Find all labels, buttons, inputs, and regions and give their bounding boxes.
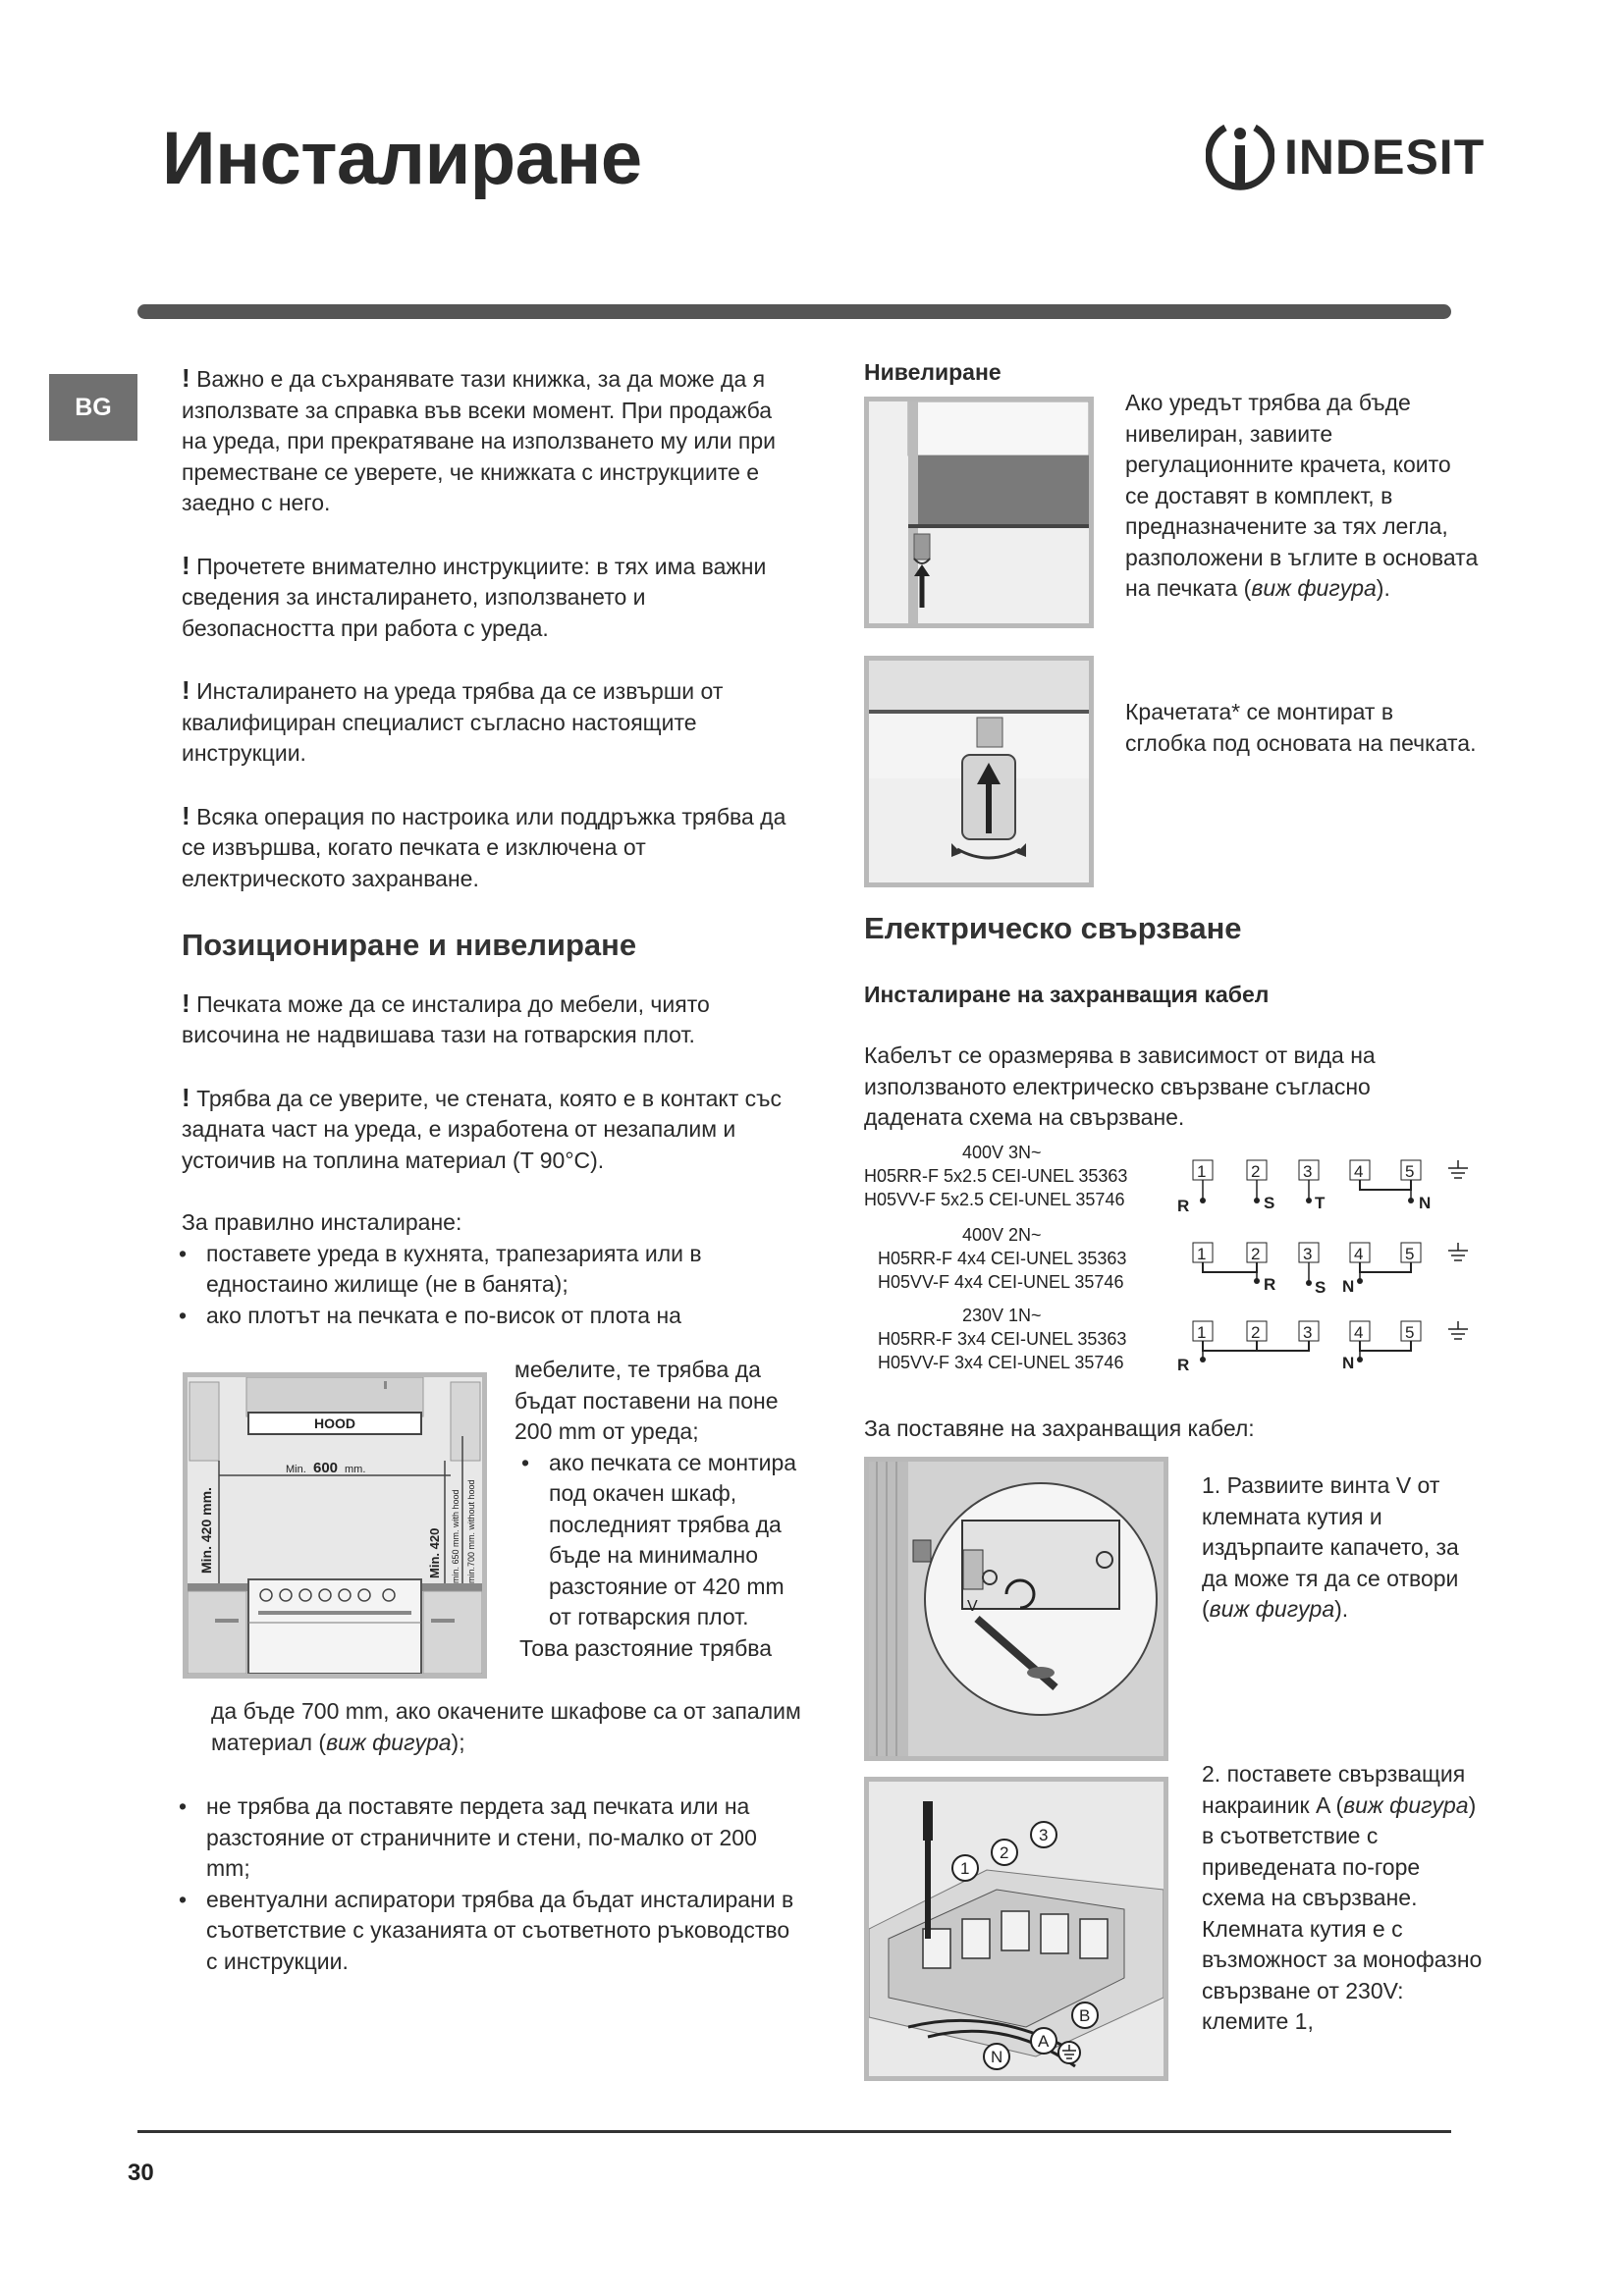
wiring-cable-2: H05VV-F 4x4 CEI-UNEL 35746 bbox=[878, 1272, 1124, 1292]
connector-label: N bbox=[991, 2048, 1003, 2066]
connector-label: 1 bbox=[960, 1859, 970, 1878]
wiring-cable-2: H05VV-F 5x2.5 CEI-UNEL 35746 bbox=[864, 1190, 1125, 1209]
left-column-bullets bbox=[177, 1791, 805, 1977]
warning-mark: ! bbox=[182, 988, 190, 1018]
step1-block bbox=[1202, 1470, 1487, 1626]
wiring-table bbox=[864, 1141, 1159, 1382]
terminal-box-figure bbox=[864, 1457, 1168, 1761]
step1-paragraph bbox=[1202, 1470, 1487, 1626]
sub-bullet-continuation-a: Това разстояние трябва bbox=[519, 1634, 772, 1661]
terminal-number: 5 bbox=[1405, 1162, 1415, 1181]
cable-paragraph-block bbox=[864, 1041, 1453, 1134]
figure-reference: виж фигура bbox=[326, 1729, 452, 1755]
left-column bbox=[182, 363, 790, 1331]
connector-label: A bbox=[1038, 2032, 1050, 2051]
screw-v-label: V bbox=[967, 1598, 978, 1615]
terminal-number: 4 bbox=[1354, 1245, 1364, 1263]
connector-label: B bbox=[1079, 2006, 1091, 2025]
terminal-row-2phase bbox=[1193, 1243, 1468, 1297]
wiring-row bbox=[864, 1221, 1159, 1304]
terminal-number: 1 bbox=[1197, 1162, 1207, 1181]
figure-reference: виж фигура bbox=[1343, 1791, 1469, 1818]
warning-mark: ! bbox=[182, 675, 190, 705]
brand-logo bbox=[1206, 120, 1485, 194]
terminal-number: 3 bbox=[1303, 1323, 1313, 1342]
paragraph-text: Печката може да се инсталира до мебели, чиято височина не надвишава тази на готварския плот. bbox=[182, 990, 710, 1047]
hood-distance-figure bbox=[183, 1372, 487, 1679]
paragraph-read-instructions bbox=[182, 551, 790, 645]
cable-paragraph: Кабелът се оразмерява в зависимост от вида на използваното електрическо свързване съгласно дадената схема на свързване. bbox=[864, 1042, 1376, 1130]
terminal-number: 5 bbox=[1405, 1245, 1415, 1263]
phase-label: N bbox=[1342, 1277, 1355, 1296]
wiring-voltage: 400V 2N~ bbox=[962, 1225, 1042, 1245]
step2-paragraph bbox=[1202, 1759, 1487, 2038]
terminal-number: 5 bbox=[1405, 1323, 1415, 1342]
paragraph-qualified-installer bbox=[182, 675, 790, 770]
warning-mark: ! bbox=[182, 800, 190, 830]
wiring-voltage: 400V 3N~ bbox=[962, 1143, 1042, 1162]
leveling-figure-top bbox=[864, 397, 1094, 628]
no-hood-dimension-label: min.700 mm. without hood bbox=[466, 1479, 476, 1583]
terminal-number: 2 bbox=[1251, 1245, 1261, 1263]
paragraph-text: Инсталирането на уреда трябва да се извърши от квалифициран специалист съгласно настоящите инструкции. bbox=[182, 678, 724, 766]
bullet-hob-height-continuation: мебелите, те трябва да бъдат поставени на поне 200 mm от уреда; bbox=[514, 1357, 779, 1444]
bullet-hoods: • евентуални аспиратори трябва да бъдат инсталирани в съответствие с указанията от съответното ръководство с инструкции. bbox=[177, 1885, 805, 1978]
text-span: 2. поставете свързващия накраиник A ( bbox=[1202, 1761, 1466, 1818]
phase-label: R bbox=[1177, 1356, 1190, 1374]
phase-label: S bbox=[1264, 1194, 1275, 1212]
connector-label: 2 bbox=[1000, 1843, 1009, 1862]
connector-label: 3 bbox=[1039, 1826, 1049, 1844]
terminal-number: 4 bbox=[1354, 1323, 1364, 1342]
leveling-text-2 bbox=[1125, 697, 1479, 759]
sub-bullet-continuation-b bbox=[211, 1696, 820, 1758]
hood-side-text bbox=[514, 1355, 809, 1664]
wiring-cable-1: H05RR-F 5x2.5 CEI-UNEL 35363 bbox=[864, 1166, 1128, 1186]
text-span: Ако уредът трябва да бъде нивелиран, завиите регулационните крачета, които се доставят в комплект, в предназначените за тях легла, разположени в ъглите в основата на печката ( bbox=[1125, 390, 1479, 601]
bullet-room: • поставете уреда в кухнята, трапезарията или в едностаино жилище (не в банята); bbox=[177, 1239, 790, 1301]
phase-label: R bbox=[1264, 1275, 1276, 1294]
hood-dimension-label: min. 650 mm. with hood bbox=[451, 1489, 460, 1583]
terminal-row-1phase bbox=[1177, 1321, 1468, 1374]
header-divider bbox=[137, 304, 1451, 319]
warning-mark: ! bbox=[182, 363, 190, 393]
min-label: Min. bbox=[286, 1464, 306, 1475]
section-heading-leveling: Нивелиране bbox=[864, 359, 1001, 385]
page-title: Инсталиране bbox=[162, 117, 642, 200]
wiring-cable-1: H05RR-F 4x4 CEI-UNEL 35363 bbox=[878, 1249, 1127, 1268]
leveling-paragraph bbox=[1125, 388, 1479, 605]
leveling-figure-feet bbox=[864, 656, 1094, 887]
terminal-number: 3 bbox=[1303, 1162, 1313, 1181]
paragraph-disconnect-power bbox=[182, 801, 790, 895]
connector-figure bbox=[864, 1777, 1168, 2081]
subheading-cable-installation: Инсталиране на захранващия кабел bbox=[864, 982, 1270, 1007]
step2-block bbox=[1202, 1759, 1487, 2038]
min-width-unit: mm. bbox=[345, 1464, 366, 1475]
wiring-cable-1: H05RR-F 3x4 CEI-UNEL 35363 bbox=[878, 1329, 1127, 1349]
section-heading-electric: Електрическо свързване bbox=[864, 911, 1242, 945]
phase-label: R bbox=[1177, 1197, 1190, 1215]
text-span: ) в съответствие с приведената по-горе схема на свързване. Клемната кутия е с възможност за монофазно свързване от 230V: клемите 1, bbox=[1202, 1791, 1483, 2034]
right-dimension-label: Min. 420 bbox=[427, 1527, 442, 1578]
bullet-curtains: • не трябва да поставяте пердета зад печката или на разстояние от страничните и стени, по-малко от 200 mm; bbox=[177, 1791, 805, 1885]
page-number: 30 bbox=[128, 2160, 154, 2186]
paragraph-text: Трябва да се уверите, че стената, която е в контакт със задната част на уреда, е изработена от незапалим и устоичив на топлина материал (T 90°C). bbox=[182, 1085, 783, 1173]
text-span: ); bbox=[451, 1729, 465, 1755]
paragraph-furniture-height bbox=[182, 988, 790, 1051]
figure-reference: виж фигура bbox=[1251, 575, 1377, 601]
hood-label: HOOD bbox=[314, 1415, 355, 1431]
leveling-text-1 bbox=[1125, 388, 1479, 605]
bullet-hob-height: • ако плотът на печката е по-висок от плота на bbox=[177, 1301, 790, 1332]
paragraph-text: Важно е да съхранявате тази книжка, за да може да я използвате за справка във всеки момент. При продажба на уреда, при прекратяване на използването му или при преместване се уверете, че книжката с инструкциите е заедно с него. bbox=[182, 366, 776, 515]
wiring-cable-2: H05VV-F 3x4 CEI-UNEL 35746 bbox=[878, 1353, 1124, 1372]
wiring-diagrams bbox=[1173, 1158, 1488, 1404]
phase-label: S bbox=[1315, 1278, 1326, 1297]
left-column-lower bbox=[211, 1696, 820, 1758]
paragraph-keep-manual bbox=[182, 363, 790, 519]
figure-reference: виж фигура bbox=[1209, 1596, 1335, 1622]
wiring-row bbox=[864, 1304, 1159, 1382]
phase-label: N bbox=[1419, 1194, 1432, 1212]
terminal-number: 1 bbox=[1197, 1245, 1207, 1263]
brand-name: INDESIT bbox=[1284, 130, 1486, 185]
terminal-number: 4 bbox=[1354, 1162, 1364, 1181]
warning-mark: ! bbox=[182, 1082, 190, 1112]
footer-divider bbox=[137, 2130, 1451, 2133]
sub-bullet-hanging-cabinet: • ако печката се монтира под окачен шкаф, последният трябва да бъде на минимално разстояние от 420 mm от готварския плот. bbox=[519, 1448, 809, 1633]
cable-place-intro: За поставяне на захранващия кабел: bbox=[864, 1415, 1255, 1441]
text-span: 1. Развиите винта V от клемната кутия и издърпаите капачето, за да може тя да се отвори ( bbox=[1202, 1472, 1459, 1622]
indesit-logo-icon bbox=[1206, 120, 1274, 194]
left-dimension-label: Min. 420 mm. bbox=[198, 1487, 214, 1574]
install-intro: За правилно инсталиране: bbox=[182, 1209, 462, 1235]
phase-label: T bbox=[1315, 1194, 1326, 1212]
feet-paragraph: Крачетата* се монтират в сглобка под основата на печката. bbox=[1125, 699, 1477, 756]
paragraph-text: Прочетете внимателно инструкциите: в тях има важни сведения за инсталирането, използването и безопасността при работа с уреда. bbox=[182, 553, 767, 641]
paragraph-wall-material bbox=[182, 1083, 790, 1177]
terminal-number: 2 bbox=[1251, 1162, 1261, 1181]
wiring-voltage: 230V 1N~ bbox=[962, 1306, 1042, 1325]
text-span: да бъде 700 mm, ако окачените шкафове са от запалим материал ( bbox=[211, 1698, 801, 1755]
paragraph-text: Всяка операция по настроика или поддръжка трябва да се извършва, когато печката е изключена от електрическото захранване. bbox=[182, 803, 786, 891]
min-width-value: 600 bbox=[313, 1460, 339, 1476]
wiring-row bbox=[864, 1141, 1159, 1221]
terminal-number: 3 bbox=[1303, 1245, 1313, 1263]
section-heading-positioning: Позициониране и нивелиране bbox=[182, 928, 637, 962]
text-span: ). bbox=[1376, 575, 1390, 601]
terminal-number: 2 bbox=[1251, 1323, 1261, 1342]
cable-place-intro-block bbox=[864, 1414, 1453, 1445]
terminal-number: 1 bbox=[1197, 1323, 1207, 1342]
warning-mark: ! bbox=[182, 550, 190, 580]
language-tab: BG bbox=[49, 374, 137, 441]
phase-label: N bbox=[1342, 1354, 1355, 1372]
text-span: ). bbox=[1334, 1596, 1349, 1622]
terminal-row-3phase bbox=[1177, 1160, 1468, 1215]
